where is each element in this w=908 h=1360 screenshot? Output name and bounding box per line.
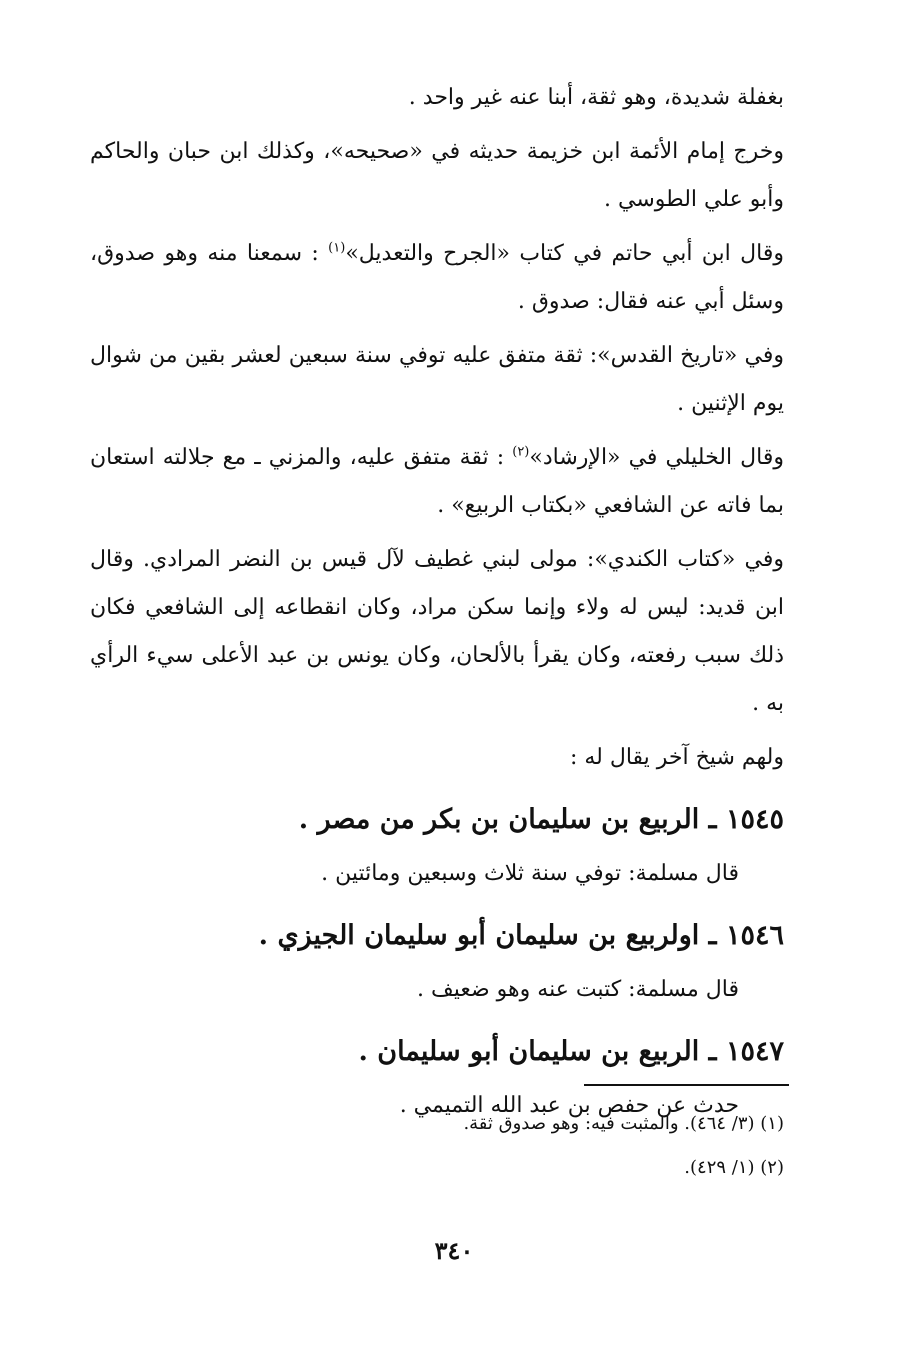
paragraph <box>90 230 784 326</box>
paragraph: بغفلة شديدة، وهو ثقة، أبنا عنه غير واحد . <box>408 85 784 110</box>
entry-text: حدث عن حفص بن عبد الله التميمي . <box>399 1093 739 1118</box>
footnote: (٢) (١/ ٤٢٩). <box>684 1157 784 1178</box>
paragraph-text: : ثقة متفق عليه، والمزني ـ مع جلالته استعان بما فاته عن الشافعي «بكتاب الربيع» . <box>90 445 784 518</box>
footnote-ref: (٢) <box>512 444 530 460</box>
footnotes <box>90 1102 784 1190</box>
main-text <box>90 74 784 1136</box>
footnote-separator <box>584 1084 789 1086</box>
entry-text: قال مسلمة: كتبت عنه وهو ضعيف . <box>417 977 739 1002</box>
paragraph-text: وقال الخليلي في «الإرشاد» <box>529 445 784 470</box>
entry-heading: ١٥٤٦ ـ اولربيع بن سليمان أبو سليمان الجيزي . <box>258 920 784 951</box>
paragraph-text: : سمعنا منه وهو صدوق، وسئل أبي عنه فقال: صدوق . <box>90 241 784 314</box>
paragraph-text: وقال ابن أبي حاتم في كتاب «الجرح والتعديل» <box>345 241 784 266</box>
entry-text: قال مسلمة: توفي سنة ثلاث وسبعين ومائتين . <box>321 861 739 886</box>
entry-heading: ١٥٤٧ ـ الربيع بن سليمان أبو سليمان . <box>358 1036 784 1067</box>
paragraph: وفي «كتاب الكندي»: مولى لبني غطيف لآل قيس بن النضر المرادي. وقال ابن قديد: ليس له ولاء وإنما سكن مراد، وكان انقطاعه إلى الشافعي فكان ذلك سبب رفعته، وكان يقرأ بالألحان، وكان يونس بن عبد الأعلى سيء الرأي به . <box>90 547 784 716</box>
footnote: (١) (٣/ ٤٦٤). والمثبت فيه: وهو صدوق ثقة. <box>463 1113 784 1134</box>
paragraph: وفي «تاريخ القدس»: ثقة متفق عليه توفي سنة سبعين لعشر بقين من شوال يوم الإثنين . <box>90 343 784 416</box>
paragraph <box>90 434 784 530</box>
entry-heading: ١٥٤٥ ـ الربيع بن سليمان بن بكر من مصر . <box>298 804 784 835</box>
footnote-ref: (١) <box>328 240 346 256</box>
paragraph: ولهم شيخ آخر يقال له : <box>569 745 784 770</box>
paragraph: وخرج إمام الأئمة ابن خزيمة حديثه في «صحيحه»، وكذلك ابن حبان والحاكم وأبو علي الطوسي . <box>90 139 784 212</box>
page-number: ٣٤٠ <box>434 1236 474 1265</box>
